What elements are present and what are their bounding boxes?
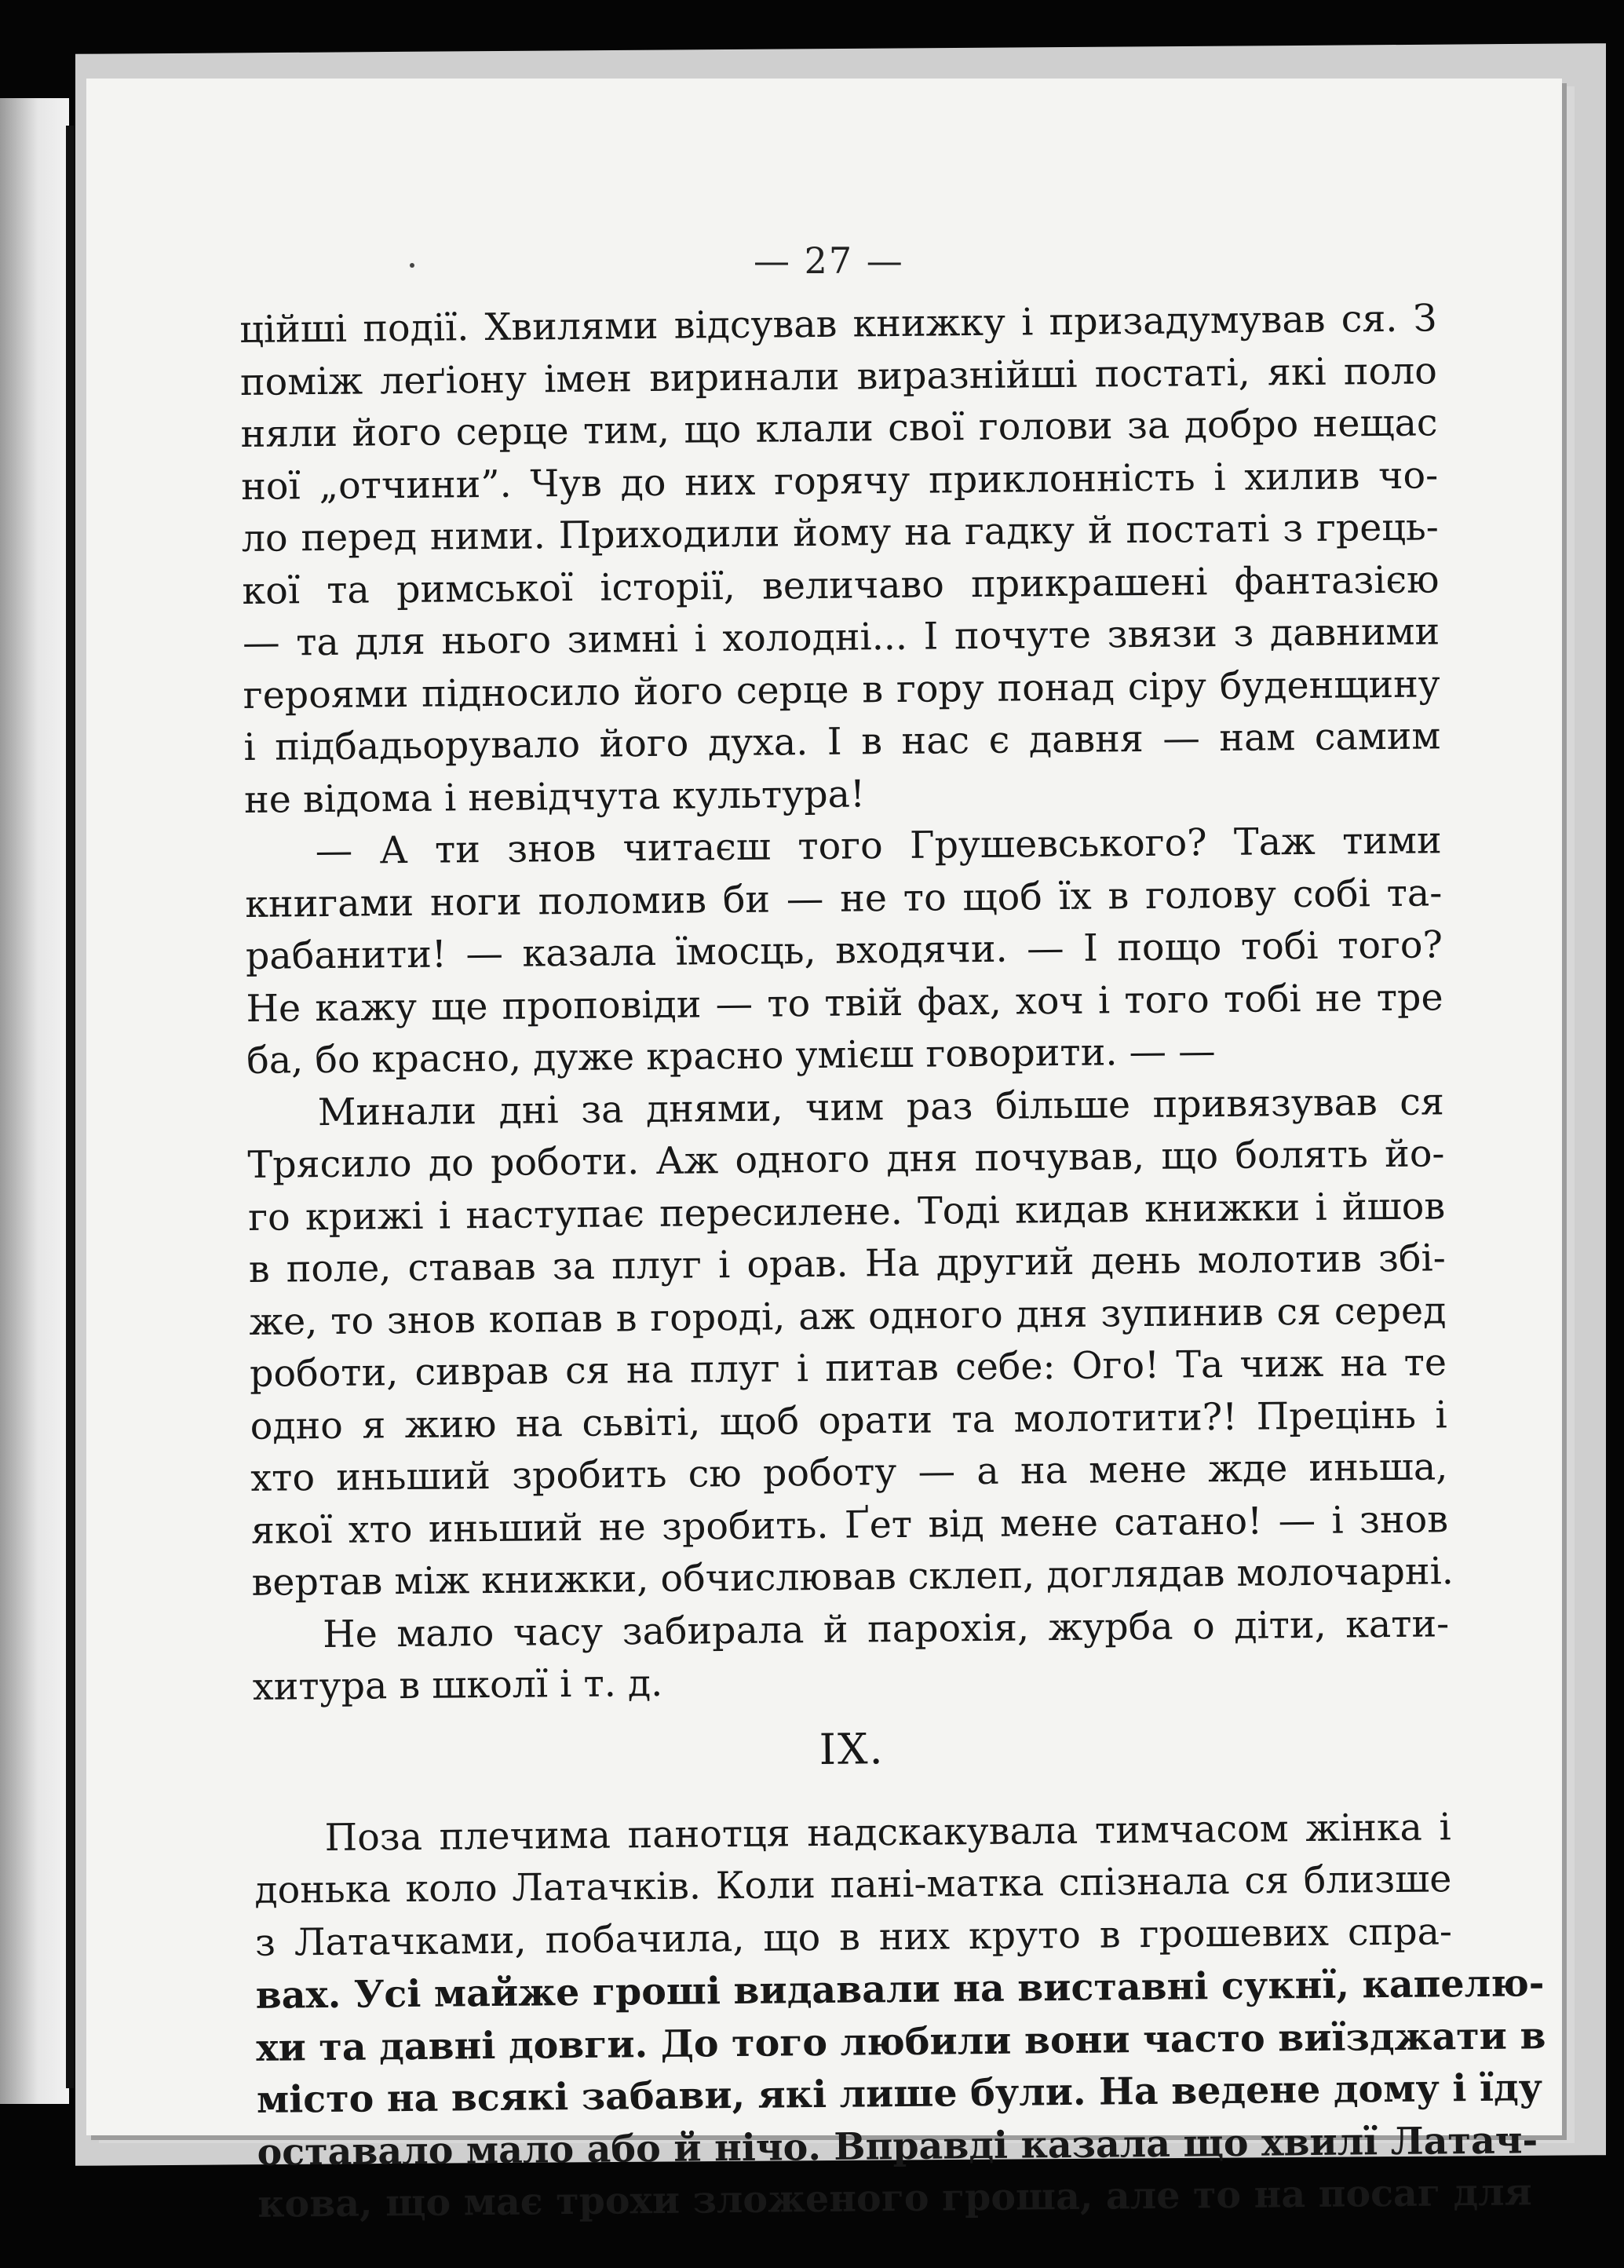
text-line: Поза плечима панотця надскакувала тимчасом жінка і xyxy=(324,1805,1451,1860)
text-line: донька коло Латачків. Коли пані-матка спізнала ся близше xyxy=(254,1857,1452,1912)
text-line: рабанити! — казала їмосць, входячи. — І пощо тобі того? xyxy=(245,923,1443,978)
text-line: з Латачками, побачила, що в них круто в грошевих спра- xyxy=(254,1909,1453,1965)
text-line: оставало мало або й нічо. Вправді казала що хвилї Латач- xyxy=(257,2117,1538,2175)
book-binding xyxy=(66,126,74,2088)
text-line: хто иньший зробить сю роботу — а на мене жде иньша, xyxy=(250,1445,1448,1500)
text-line: одно я жию на сьвіті, щоб орати та молотити?! Прецінь і xyxy=(250,1393,1447,1448)
text-line: ба, бо красно, дуже красно умієш говорити. — — xyxy=(246,1030,1216,1083)
text-line: — та для нього зимні і холодні... І почуте звязи з давними xyxy=(242,610,1440,665)
left-page-edge xyxy=(0,98,69,2104)
text-line: поміж леґіону імен виринали виразнійші постаті, які поло xyxy=(239,349,1438,404)
body-text xyxy=(239,293,1546,2230)
text-line: няли його серце тим, що клали свої голови за добро нещас xyxy=(240,401,1438,456)
text-line: — А ти знов читаєш того Грушевського? Таж тими xyxy=(315,819,1442,874)
text-line: го крижі і наступає пересилене. Тоді кидав книжки і йшов xyxy=(247,1184,1446,1240)
text-line: героями підносило його серце в гору понад сіру буденщину xyxy=(243,662,1440,718)
text-line: ційші події. Хвилями відсував книжку і призадумував ся. З xyxy=(239,297,1437,352)
text-line: вертав між книжки, обчислював склеп, доглядав молочарні. xyxy=(251,1550,1454,1605)
text-line: же, то знов копав в городі, аж одного дня зупинив ся серед xyxy=(249,1288,1447,1344)
chapter-heading: IX. xyxy=(819,1723,885,1774)
text-line: Трясило до роботи. Аж одного дня почував, що болять йо- xyxy=(247,1132,1445,1187)
text-line: кої та римської історії, величаво прикрашені фантазією xyxy=(242,557,1440,613)
text-line: книгами ноги поломив би — не то щоб їх в голову собі та- xyxy=(245,871,1443,926)
text-line: кова, що має трохи зложеного гроша, але то на посаг для xyxy=(257,2170,1532,2226)
text-line: хитура в школї і т. д. xyxy=(252,1661,663,1709)
text-line: не відома і невідчута культура! xyxy=(243,772,866,822)
text-line: ної „отчини”. Чув до них горячу приклонність і хилив чо- xyxy=(240,453,1439,509)
text-line: в поле, ставав за плуг і орав. На другий день молотив збі- xyxy=(248,1236,1446,1291)
text-line: Не кажу ще проповіди — то твій фах, хоч і того тобі не тре xyxy=(246,975,1443,1031)
text-line: Не мало часу забирала й парохія, журба о діти, кати- xyxy=(323,1601,1450,1656)
print-speck xyxy=(410,263,414,268)
text-line: Минали дні за днями, чим раз більше привязував ся xyxy=(317,1079,1445,1134)
text-line: роботи, сиврав ся на плуг і питав себе: Ого! Та чиж на те xyxy=(249,1341,1447,1396)
text-line: вах. Усі майже гроші видавали на виставні сукнї, капелю- xyxy=(255,1961,1545,2018)
text-line: якої хто иньший не зробить. Ґет від мене сатано! — і знов xyxy=(250,1497,1449,1553)
text-line: місто на всякі забави, які лише були. На ведене дому і їду xyxy=(256,2065,1543,2122)
text-line: ло перед ними. Приходили йому на гадку й постаті з грець- xyxy=(241,506,1440,561)
page-number: — 27 — xyxy=(754,239,904,282)
text-line: хи та давні довги. До того любили вони часто виїзджати в xyxy=(256,2013,1546,2070)
text-line: і підбадьорувало його духа. І в нас є давня — нам самим xyxy=(243,714,1441,769)
